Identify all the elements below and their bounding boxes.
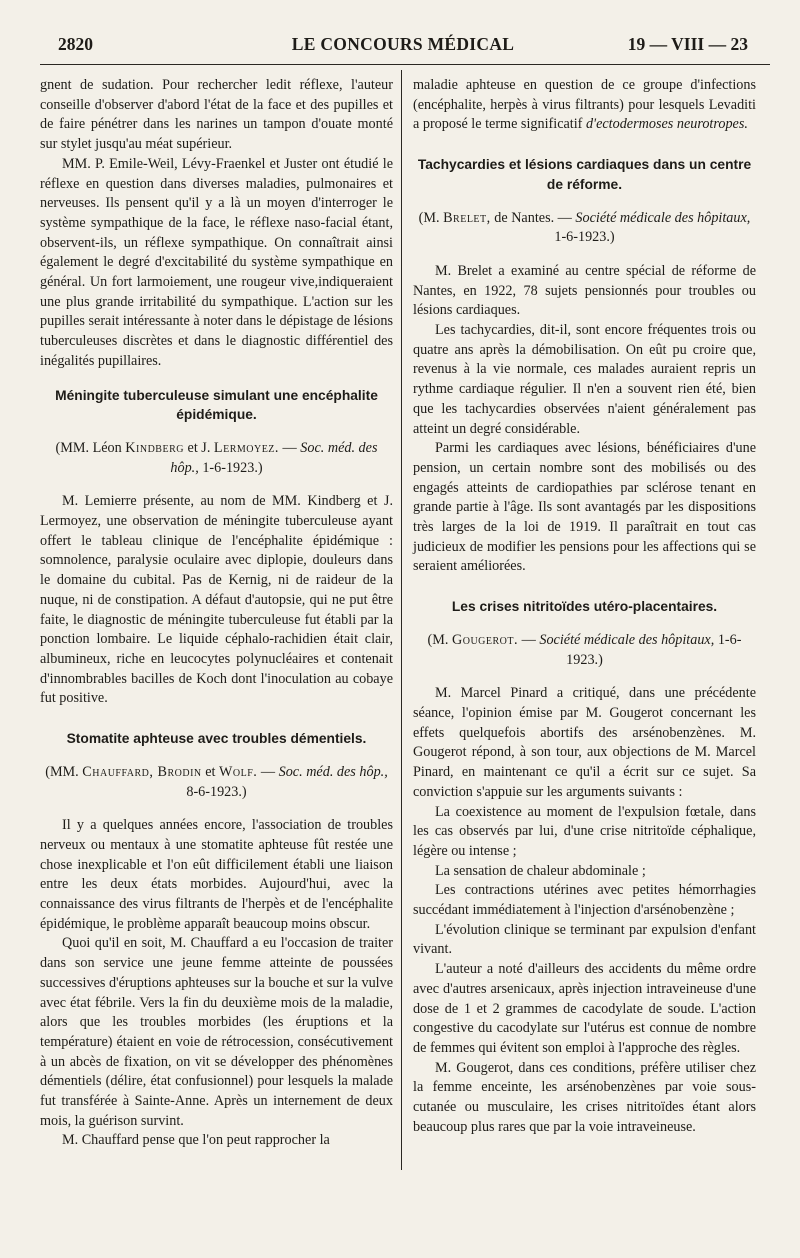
- paragraph: Parmi les cardiaques avec lésions, bénéficiaires d'une pension, un certain nombre sont des mobilisés ou des engagés atteints de cardiopathies par sclérose tenant en grande partie à l'âge. Ils sont avantagés par les dispositions très larges de la loi de 1919. Il paraîtrait en tout cas judicieux de modifier les pensions pour les affections qui se seraient améliorées.: [413, 440, 756, 575]
- paragraph: L'auteur a noté d'ailleurs des accidents du même ordre avec d'autres arsenicaux, après injection intraveineuse d'une dose de 1 et 2 grammes de cacodylate de soude. L'action congestive du cacodylate sur l'utérus est connue de nombre de femmes qui évitent son emploi à l'approche des règles.: [413, 961, 756, 1056]
- author-name: Lermoyez.: [213, 439, 279, 456]
- citation: (MM. Chauffard, Brodin et Wolf. — Soc. méd. des hôp., 8-6-1923.): [45, 763, 388, 800]
- issue-date: 19 — VIII — 23: [627, 34, 748, 54]
- author-name: Brelet,: [443, 209, 491, 226]
- paragraph: Les contractions utérines avec petites hémorrhagies succédant immédiatement à l'injection d'arsénobenzène ;: [413, 882, 756, 919]
- citation: (M. Brelet, de Nantes. — Société médicale des hôpitaux, 1-6-1923.): [418, 209, 751, 246]
- paragraph: La sensation de chaleur abdominale ;: [435, 862, 646, 879]
- journal-name: Société médicale des hôpitaux,: [575, 209, 751, 226]
- author-name: Kindberg: [125, 439, 184, 456]
- citation: (MM. Léon Kindberg et J. Lermoyez. — Soc. méd. des hôp., 1-6-1923.): [55, 439, 378, 476]
- right-column: [413, 76, 756, 1137]
- journal-title: LE CONCOURS MÉDICAL: [291, 34, 515, 54]
- paragraph: gnent de sudation. Pour rechercher ledit réflexe, l'auteur conseille d'observer d'abord l'état de la face et des pupilles et de faire pénétrer dans les narines un tampon d'ouate monté sur stylet jusqu'au méat supérieur.: [40, 77, 393, 153]
- page-number: 2820: [58, 34, 93, 54]
- author-name: Chauffard, Brodin: [82, 763, 202, 780]
- column-divider: [401, 70, 402, 1170]
- journal-name: Soc. méd. des hôp.,: [170, 439, 378, 476]
- section-heading: Méningite tuberculeuse simulant une encéphalite épidémique.: [55, 387, 378, 423]
- paragraph: Il y a quelques années encore, l'association de troubles nerveux ou mentaux à une stomatite aphteuse fût restée une chose inexplicable et l'on eût difficilement établi une liaison entre les deux états morbides. Aujourd'hui, avec la connaissance des virus filtrants de l'herpès et de l'encéphalite épidémique, le problème apparaît beaucoup moins obscur.: [40, 817, 393, 932]
- author-name: Wolf.: [218, 763, 258, 780]
- left-column: [40, 76, 393, 1151]
- term: d'ectodermoses neurotropes.: [585, 116, 748, 133]
- journal-name: Société médicale des hôpitaux,: [539, 631, 715, 648]
- paragraph: M. Marcel Pinard a critiqué, dans une précédente séance, l'opinion émise par M. Gougerot concernant les effets quelquefois abortifs des arsénobenzènes. M. Gougerot répond, à son tour, aux objections de M. Marcel Pinard, en maintenant ce qu'il a écrit sur ce sujet. Sa conviction s'appuie sur les arguments suivants :: [413, 685, 756, 800]
- paragraph: MM. P. Emile-Weil, Lévy-Fraenkel et Juster ont étudié le réflexe en question dans diverses maladies, pulmonaires et nerveuses. Ils pensent qu'il y a là un moyen d'interroger le système sympathique de la face, le réflexe naso-facial étant, observent-ils, un réflexe sympathique. On connaîtrait ainsi également le degré d'excitabilité du système sympathique en général. Un fort larmoiement, une rougeur vive,indiqueraient une plus grande irritabilité du sympathique. L'action sur les pupilles serait intéressante à noter dans le dépistage de lésions tuberculeuses discrètes et dans le diagnostic différentiel des inégalités pupillaires.: [40, 155, 393, 369]
- paragraph: L'évolution clinique se terminant par expulsion d'enfant vivant.: [413, 921, 756, 958]
- paragraph: La coexistence au moment de l'expulsion fœtale, dans les cas observés par lui, d'une crise nitritoïde céphalique, légère ou intense ;: [413, 803, 756, 859]
- section-heading: Tachycardies et lésions cardiaques dans un centre de réforme.: [417, 157, 752, 192]
- section-heading: Stomatite aphteuse avec troubles démentiels.: [66, 731, 367, 747]
- paragraph: Les tachycardies, dit-il, sont encore fréquentes trois ou quatre ans après la démobilisation. On eût pu croire que, revenus à la vie normale, ces malades auraient repris un rythme cardiaque régulier. Il n'en a souvent rien été, bien que les tachycardies observées n'aient généralement pas atteint un degré considérable.: [413, 322, 756, 437]
- paragraph: M. Chauffard pense que l'on peut rapprocher la: [62, 1132, 330, 1149]
- paragraph: Quoi qu'il en soit, M. Chauffard a eu l'occasion de traiter dans son service une jeune femme atteinte de poussées successives d'éruptions aphteuses sur la bouche et sur la vulve avec état fébrile. Vers la fin du deuxième mois de la maladie, alors que les troubles morbides (les éruptions et la température) étaient en voie de rétrocession, consécutivement à un abcès de fixation, on vit se développer des phénomènes démentiels (délire, état confusionnel) pour lesquels la malade fut transférée à Sainte-Anne. Après un internement de deux mois, la guérison survint.: [40, 935, 393, 1129]
- paragraph: M. Gougerot, dans ces conditions, préfère utiliser chez la femme enceinte, les arsénobenzènes par voie sous-cutanée ou musculaire, les crises nitritoïdes étant alors beaucoup plus rares que par la voie intraveineuse.: [413, 1059, 756, 1135]
- paragraph: M. Lemierre présente, au nom de MM. Kindberg et J. Lermoyez, une observation de méningite tuberculeuse ayant offert le tableau clinique de l'encéphalite épidémique : somnolence, paralysie oculaire avec diplopie, douleurs dans le domaine du cubital. Pas de Kernig, ni de raideur de la nuque, ni de constipation. A défaut d'autopsie, qui ne put être faite, le diagnostic de méningite tuberculeuse fut établi par la ponction lombaire. Le liquide céphalo-rachidien était clair, albumineux, riche en leucocytes polynucléaires et contenait d'innombrables bacilles de Koch dont l'inoculation au cobaye fut positive.: [40, 493, 393, 707]
- running-header: [58, 34, 748, 58]
- header-rule: [40, 64, 770, 65]
- section-heading: Les crises nitritoïdes utéro-placentaires.: [451, 599, 718, 615]
- paragraph: maladie aphteuse en question de ce groupe d'infections (encéphalite, herpès à virus filtrants) pour lesquels Levaditi a proposé le terme significatif d'ectodermoses neurotropes.: [413, 77, 756, 133]
- journal-name: Soc. méd. des hôp.,: [278, 763, 388, 780]
- citation: (M. Gougerot. — Société médicale des hôpitaux, 1-6-1923.): [427, 631, 742, 668]
- author-name: Gougerot.: [451, 631, 519, 648]
- paragraph: M. Brelet a examiné au centre spécial de réforme de Nantes, en 1922, 78 sujets pensionnés pour troubles ou lésions cardiaques.: [413, 262, 756, 319]
